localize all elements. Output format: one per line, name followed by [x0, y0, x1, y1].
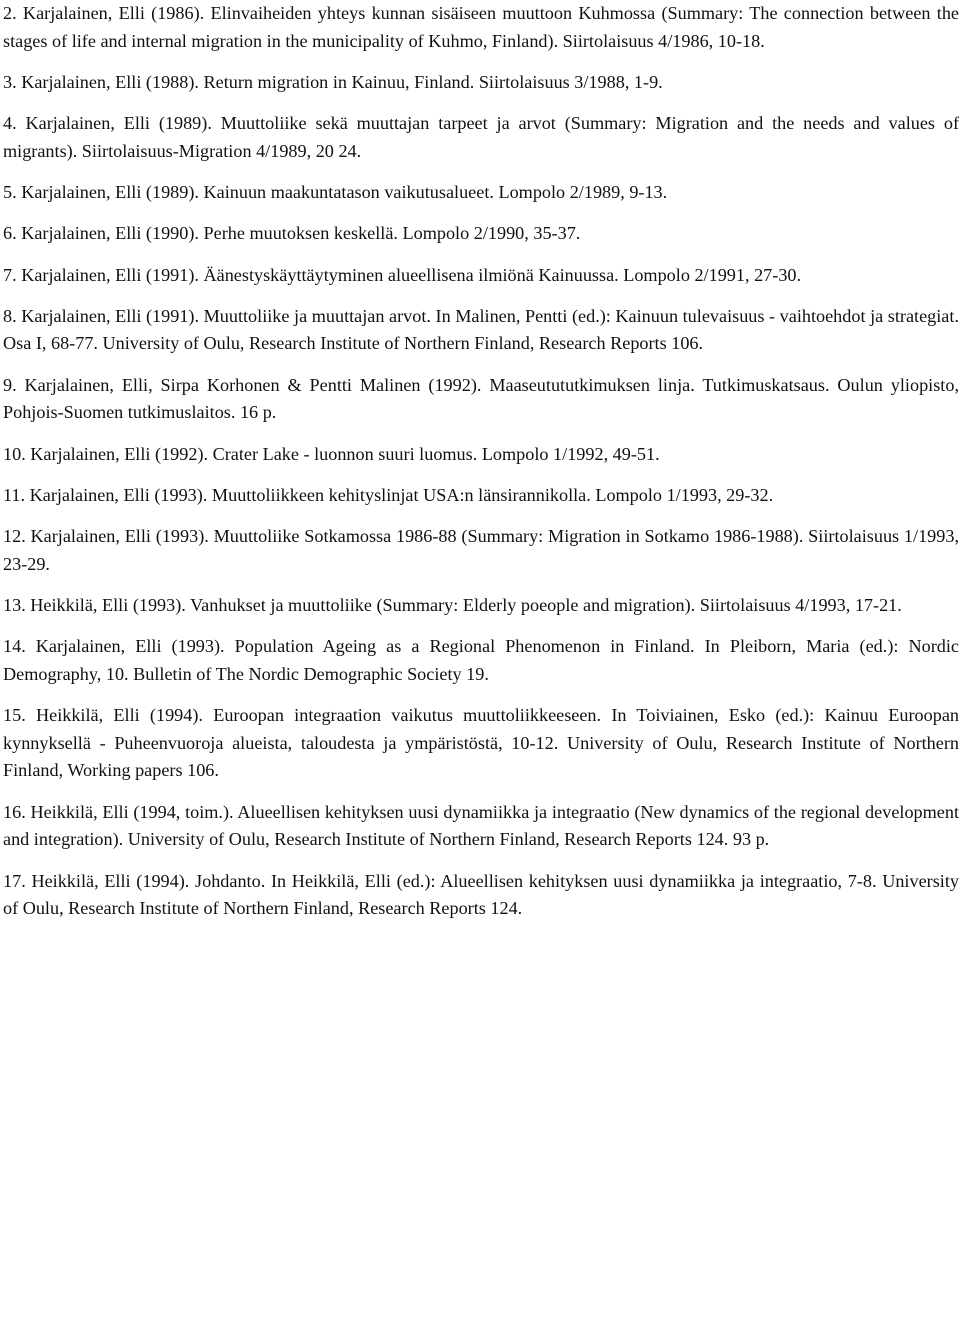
- reference-item-16: 16. Heikkilä, Elli (1994, toim.). Alueellisen kehityksen uusi dynamiikka ja integraatio (New dynamics of the regional development and integration). University of Oulu, Research Institute of Northern Finland, Research Reports 124. 93 p.: [3, 801, 959, 850]
- reference-item-4: 4. Karjalainen, Elli (1989). Muuttoliike sekä muuttajan tarpeet ja arvot (Summary: Migration and the needs and values of migrants). Siirtolaisuus-Migration 4/1989, 20 24.: [3, 113, 959, 161]
- reference-item-11: 11. Karjalainen, Elli (1993). Muuttoliikkeen kehityslinjat USA:n länsirannikolla. Lompolo 1/1993, 29-32.: [3, 484, 774, 505]
- reference-item-3: 3. Karjalainen, Elli (1988). Return migration in Kainuu, Finland. Siirtolaisuus 3/1988, 1-9.: [3, 71, 663, 92]
- reference-item-6: 6. Karjalainen, Elli (1990). Perhe muutoksen keskellä. Lompolo 2/1990, 35-37.: [3, 223, 581, 244]
- reference-item-2: 2. Karjalainen, Elli (1986). Elinvaiheiden yhteys kunnan sisäiseen muuttoon Kuhmossa (Summary: The connection between the stages of life and internal migration in the municipality of Kuhmo, Finland). Siirtolaisuus 4/1986, 10-18.: [3, 3, 959, 51]
- reference-item-5: 5. Karjalainen, Elli (1989). Kainuun maakuntatason vaikutusalueet. Lompolo 2/1989, 9-13.: [3, 182, 668, 203]
- reference-item-8: 8. Karjalainen, Elli (1991). Muuttoliike ja muuttajan arvot. In Malinen, Pentti (ed.): Kainuun tulevaisuus - vaihtoehdot ja strategiat. Osa I, 68-77. University of Oulu, Research Institute of Northern Finland, Research Reports 106.: [3, 305, 959, 354]
- reference-item-12: 12. Karjalainen, Elli (1993). Muuttoliike Sotkamossa 1986-88 (Summary: Migration in Sotkamo 1986-1988). Siirtolaisuus 1/1993, 23-29.: [3, 526, 959, 574]
- reference-item-9: 9. Karjalainen, Elli, Sirpa Korhonen & Pentti Malinen (1992). Maaseutututkimuksen linja. Tutkimuskatsaus. Oulun yliopisto, Pohjois-Suomen tutkimuslaitos. 16 p.: [3, 374, 959, 423]
- reference-item-10: 10. Karjalainen, Elli (1992). Crater Lake - luonnon suuri luomus. Lompolo 1/1992, 49-51.: [3, 443, 660, 464]
- reference-item-7: 7. Karjalainen, Elli (1991). Äänestyskäyttäytyminen alueellisena ilmiönä Kainuussa. Lompolo 2/1991, 27-30.: [3, 264, 802, 285]
- reference-item-17: 17. Heikkilä, Elli (1994). Johdanto. In Heikkilä, Elli (ed.): Alueellisen kehityksen uusi dynamiikka ja integraatio, 7-8. University of Oulu, Research Institute of Northern Finland, Research Reports 124.: [3, 870, 959, 919]
- reference-item-14: 14. Karjalainen, Elli (1993). Population Ageing as a Regional Phenomenon in Finland. In Pleiborn, Maria (ed.): Nordic Demography, 10. Bulletin of The Nordic Demographic Society 19.: [3, 636, 959, 684]
- reference-item-15: 15. Heikkilä, Elli (1994). Euroopan integraation vaikutus muuttoliikkeeseen. In Toiviainen, Esko (ed.): Kainuu Euroopan kynnyksellä - Puheenvuoroja alueista, taloudesta ja ympäristöstä, 10-12. University of Oulu, Research Institute of Northern Finland, Working papers 106.: [3, 705, 959, 781]
- reference-list: [3, 0, 959, 923]
- reference-item-13: 13. Heikkilä, Elli (1993). Vanhukset ja muuttoliike (Summary: Elderly poeople and migration). Siirtolaisuus 4/1993, 17-21.: [3, 595, 902, 616]
